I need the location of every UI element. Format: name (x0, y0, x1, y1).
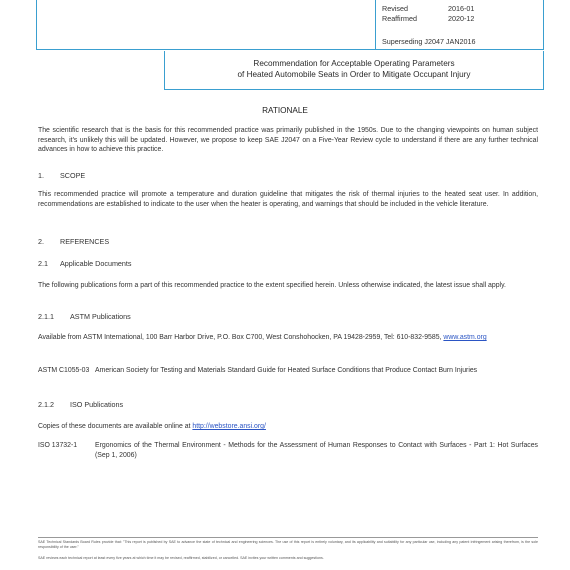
revision-box (376, 0, 544, 50)
applicable-title: Applicable Documents (60, 259, 132, 268)
rationale-text: The scientific research that is the basis for this recommended practice was primarily published in the 1950s. Due to the changing viewpoints on human subject research, it's unlikely this will be updated. However, we propose to keep SAE J2047 on a Five-Year Review cycle to understand if there are any further technical advances in how to achieve this practice. (38, 127, 538, 154)
astm-availability-text (38, 333, 538, 343)
iso-reference-row (38, 441, 538, 461)
document-title-line-2: of Heated Automobile Seats in Order to Mitigate Occupant Injury (237, 70, 471, 79)
applicable-documents-heading (38, 259, 132, 268)
astm-number: 2.1.1 (38, 312, 54, 321)
reaffirmed-date: 2020-12 (448, 14, 475, 23)
applicable-documents-text: The following publications form a part of this recommended practice to the extent specified herein. Unless otherwise indicated, the latest issue shall apply. (38, 282, 506, 289)
iso-availability-text (38, 422, 538, 432)
rationale-heading: RATIONALE (262, 106, 308, 115)
iso-availability-body: Copies of these documents are available online at (38, 423, 191, 430)
astm-reference-description: American Society for Testing and Materials Standard Guide for Heated Surface Conditions that Produce Contact Burn Injuries (95, 367, 478, 374)
header-left-box (36, 0, 376, 50)
iso-publications-heading (38, 400, 123, 409)
astm-availability-body: Available from ASTM International, 100 Barr Harbor Drive, P.O. Box C700, West Conshohocken, PA 19428-2959, Tel: 610-832-9585, (38, 334, 442, 341)
document-title-box (164, 51, 544, 90)
scope-number: 1. (38, 171, 44, 180)
ansi-webstore-link[interactable]: http://webstore.ansi.org/ (192, 423, 266, 430)
scope-text: This recommended practice will promote a temperature and duration guideline that mitigates the risk of thermal injuries to the heated seat user. In addition, recommendations are established to indicate to the user when the heater is operating, and warnings that should be included in the vehicle literature. (38, 191, 538, 208)
astm-publications-heading (38, 312, 131, 321)
document-title-line-1: Recommendation for Acceptable Operating Parameters (253, 59, 455, 68)
astm-title: ASTM Publications (70, 312, 131, 321)
revised-date: 2016-01 (448, 4, 475, 13)
astm-reference-code: ASTM C1055-03 (38, 367, 90, 374)
superseding-text: Superseding J2047 JAN2016 (382, 37, 476, 46)
scope-title: SCOPE (60, 171, 86, 180)
astm-website-link[interactable]: www.astm.org (443, 334, 487, 341)
references-heading (38, 237, 109, 246)
footer-disclaimer: SAE Technical Standards Board Rules provide that: "This report is published by SAE to advance the state of technical and engineering sciences. The use of this report is entirely voluntary, and its applicability and suitability for any particular use, including any patent infringement arising therefrom, is the sole responsibility of the user." (38, 540, 538, 549)
iso-title: ISO Publications (70, 400, 124, 409)
revised-label: Revised (382, 4, 408, 13)
iso-number: 2.1.2 (38, 400, 54, 409)
footer-divider (38, 537, 538, 538)
iso-reference-code: ISO 13732-1 (38, 442, 78, 449)
applicable-number: 2.1 (38, 259, 48, 268)
reaffirmed-label: Reaffirmed (382, 14, 418, 23)
iso-reference-description: Ergonomics of the Thermal Environment - Methods for the Assessment of Human Responses to Contact with Surfaces - Part 1: Hot Surfaces (Sep 1, 2006) (95, 442, 538, 459)
footer-review-note: SAE reviews each technical report at least every five years at which time it may be revised, reaffirmed, stabilized, or cancelled. SAE invites your written comments and suggestions. (38, 556, 324, 560)
scope-heading (38, 171, 85, 180)
references-title: REFERENCES (60, 237, 110, 246)
astm-reference-row (38, 366, 538, 386)
references-number: 2. (38, 237, 44, 246)
